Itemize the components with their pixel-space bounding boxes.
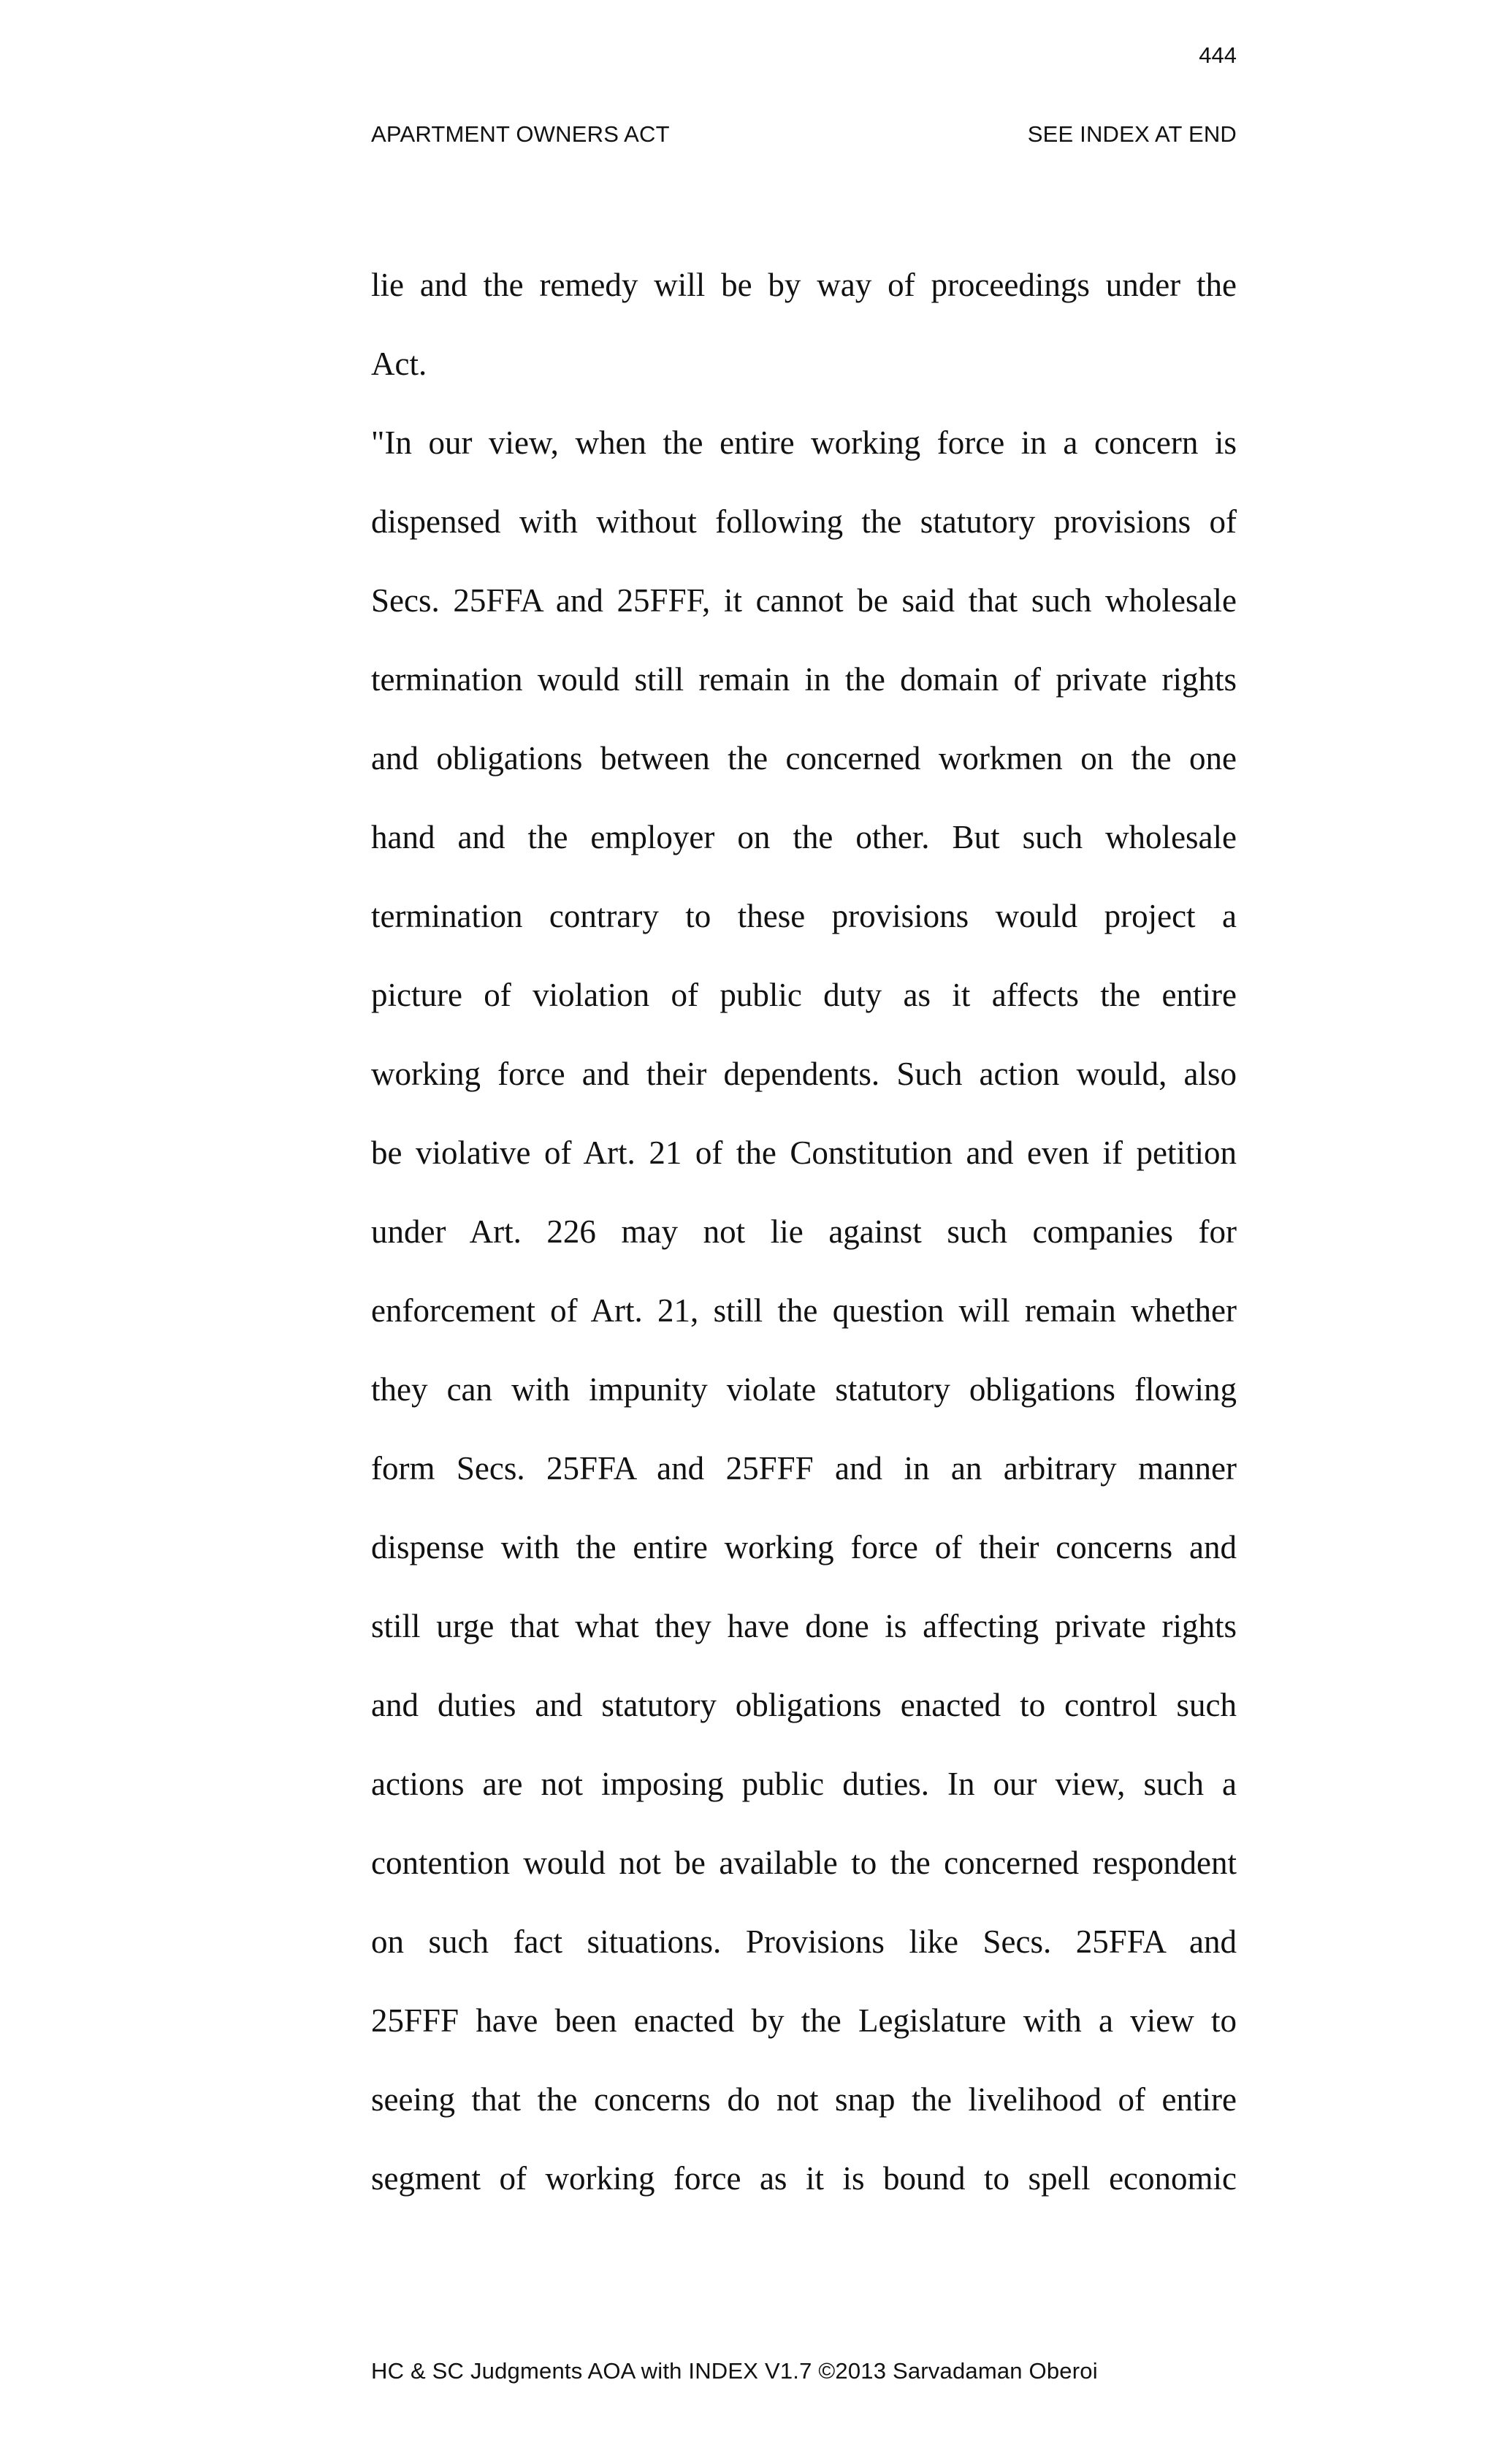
text-line: enforcement of Art. 21, still the question will remain whether	[371, 1292, 1237, 1329]
text-line: form Secs. 25FFA and 25FFF and in an arbitrary manner	[371, 1450, 1237, 1487]
text-line: dispensed with without following the statutory provisions of	[371, 503, 1237, 540]
text-line: working force and their dependents. Such action would, also	[371, 1056, 1237, 1092]
text-line: termination would still remain in the domain of private rights	[371, 661, 1237, 698]
text-line: Secs. 25FFA and 25FFF, it cannot be said that such wholesale	[371, 582, 1237, 619]
page-number: 444	[1199, 42, 1237, 68]
text-line: they can with impunity violate statutory obligations flowing	[371, 1371, 1237, 1408]
text-line: under Art. 226 may not lie against such companies for	[371, 1213, 1237, 1250]
running-header-title: APARTMENT OWNERS ACT	[371, 121, 670, 147]
text-line: be violative of Art. 21 of the Constitution and even if petition	[371, 1134, 1237, 1171]
text-line: 25FFF have been enacted by the Legislature with a view to	[371, 2002, 1237, 2039]
text-line: actions are not imposing public duties. In our view, such a	[371, 1766, 1237, 1802]
text-line: lie and the remedy will be by way of proceedings under the	[371, 267, 1237, 303]
text-line: dispense with the entire working force of their concerns and	[371, 1529, 1237, 1565]
page-footer: HC & SC Judgments AOA with INDEX V1.7 ©2013 Sarvadaman Oberoi	[371, 2358, 1098, 2384]
body-text	[371, 259, 1237, 2232]
text-line: Act.	[371, 346, 427, 382]
text-line: hand and the employer on the other. But such wholesale	[371, 819, 1237, 855]
text-line: and obligations between the concerned workmen on the one	[371, 740, 1237, 777]
text-line: and duties and statutory obligations enacted to control such	[371, 1687, 1237, 1723]
text-line: picture of violation of public duty as it affects the entire	[371, 977, 1237, 1013]
text-line: termination contrary to these provisions would project a	[371, 898, 1237, 934]
text-line: contention would not be available to the concerned respondent	[371, 1845, 1237, 1881]
text-line: "In our view, when the entire working force in a concern is	[371, 424, 1237, 461]
text-line: segment of working force as it is bound to spell economic	[371, 2160, 1237, 2197]
running-header-index-note: SEE INDEX AT END	[1027, 121, 1237, 147]
text-line: on such fact situations. Provisions like Secs. 25FFA and	[371, 1923, 1237, 1960]
text-line: seeing that the concerns do not snap the livelihood of entire	[371, 2081, 1237, 2118]
text-line: still urge that what they have done is affecting private rights	[371, 1608, 1237, 1644]
